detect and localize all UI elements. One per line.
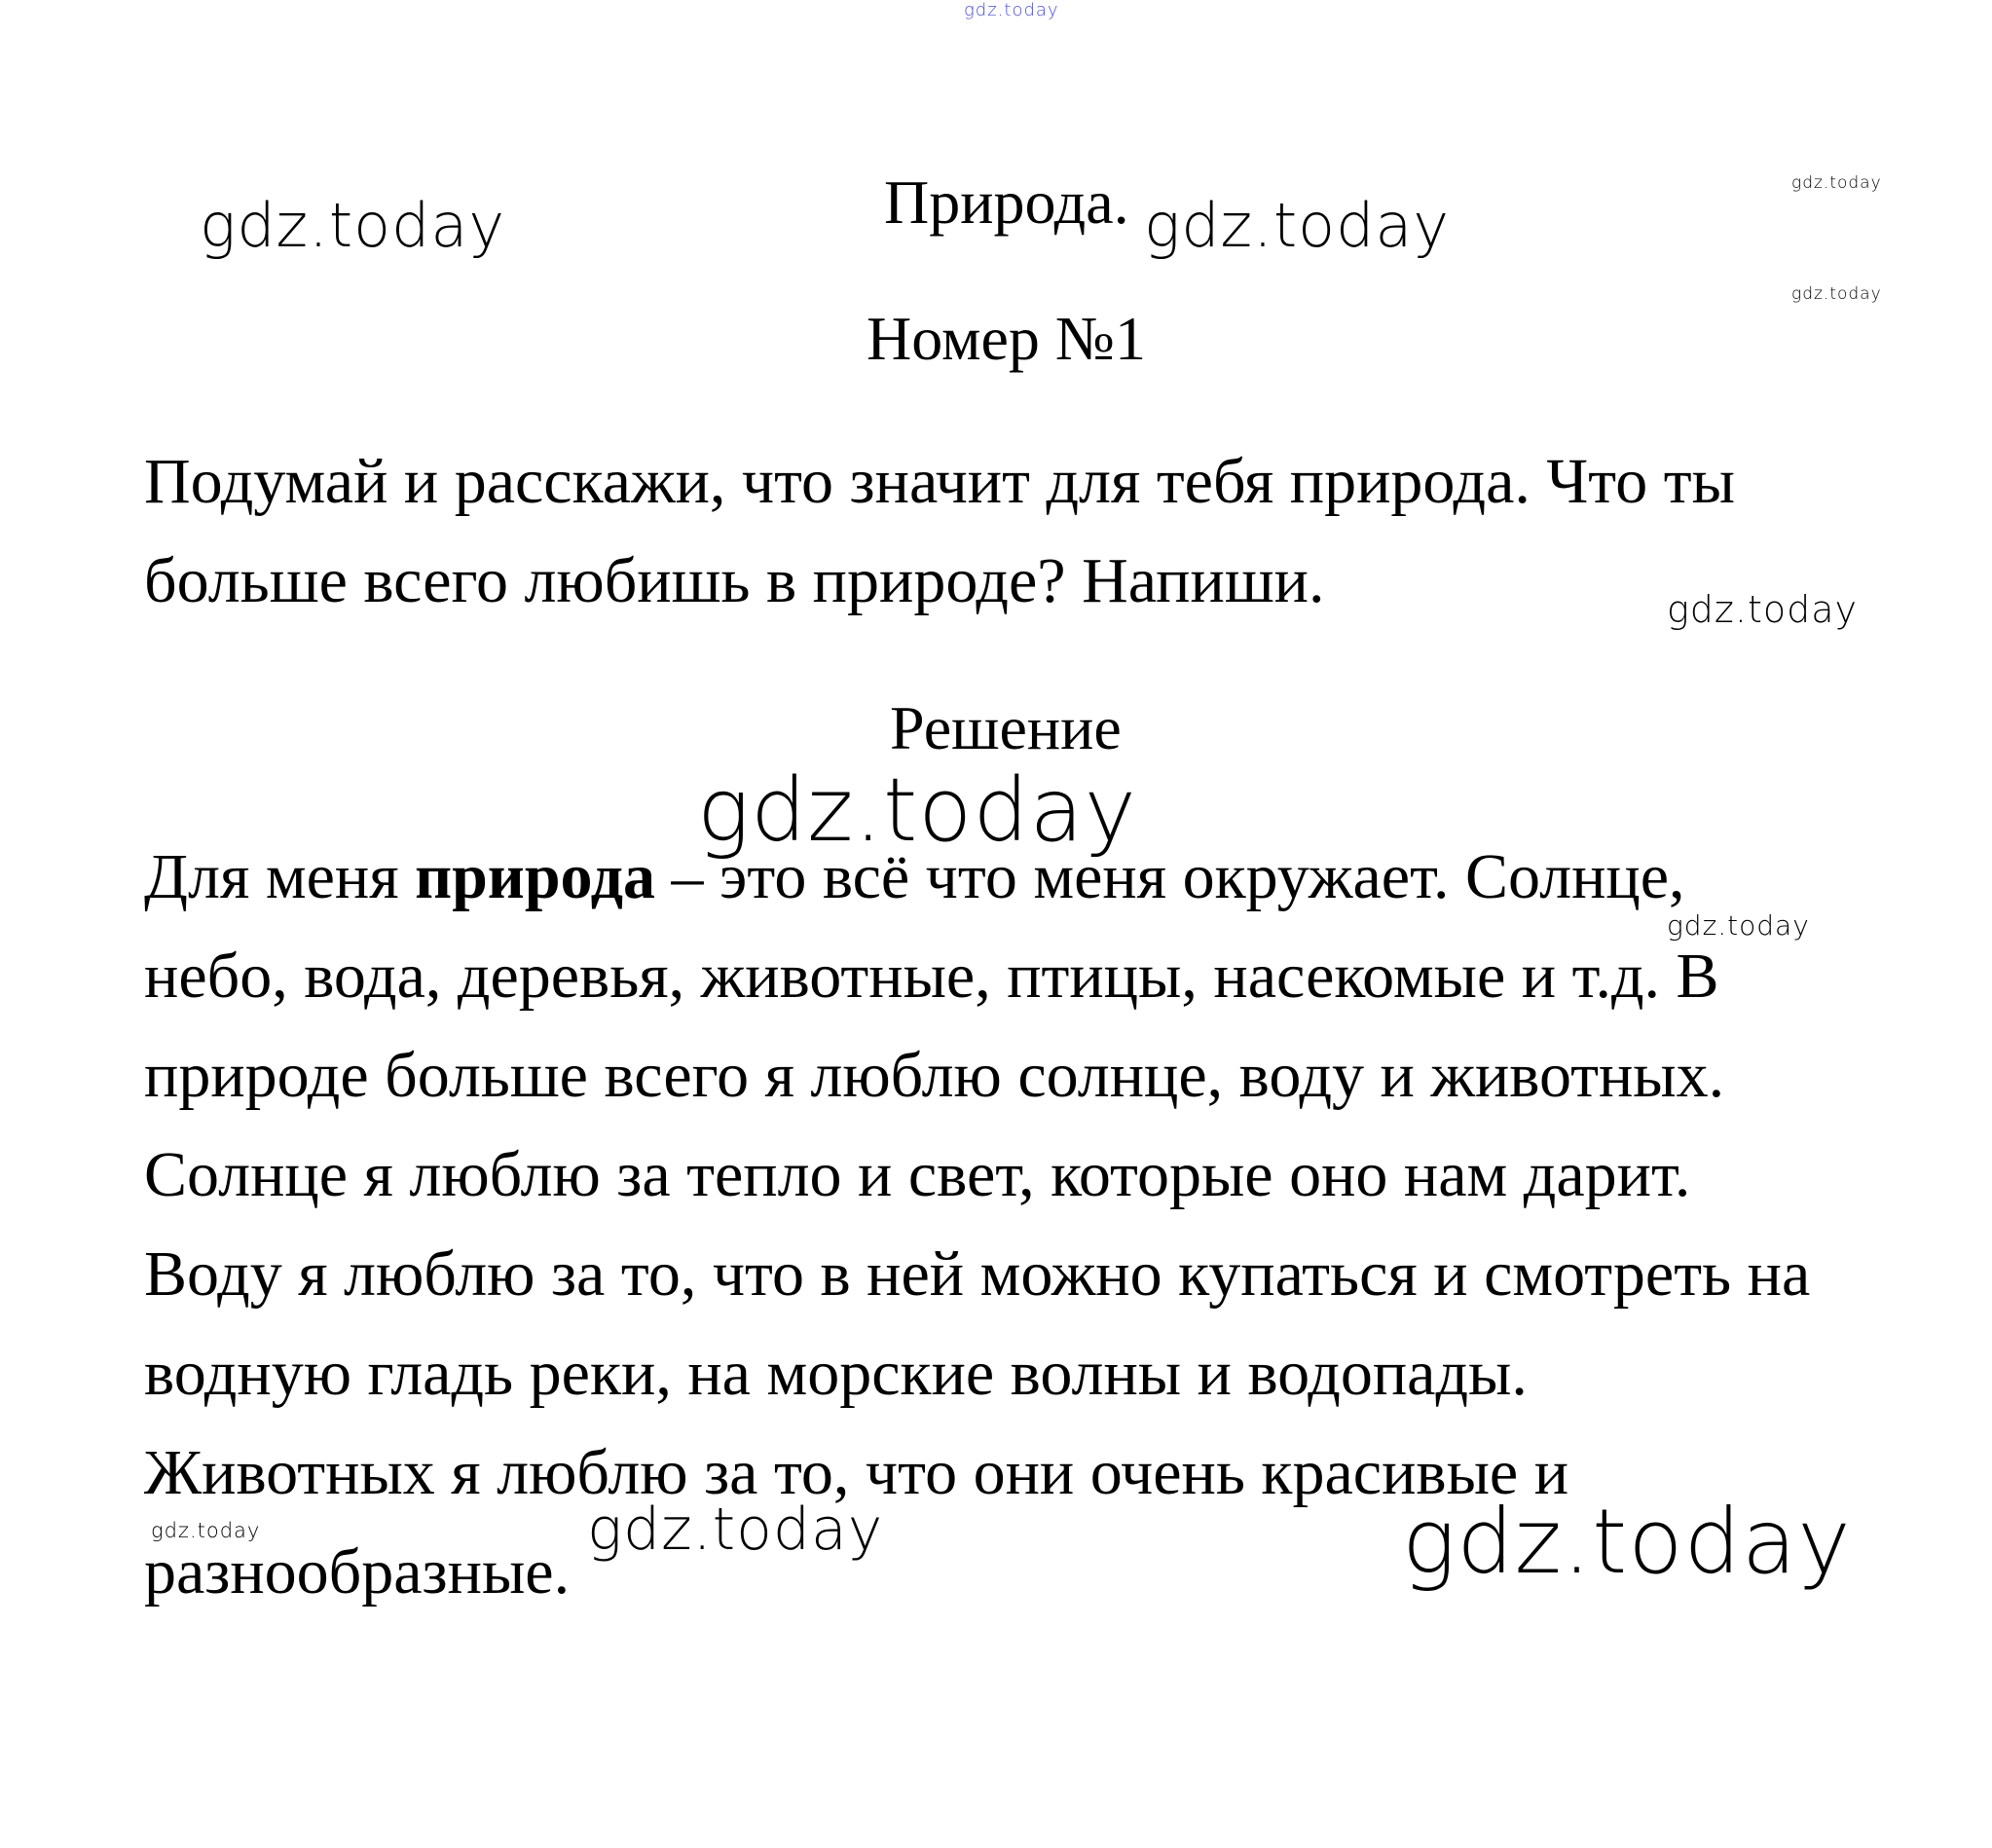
watermark-bottom-left-small: gdz.today <box>151 1519 261 1542</box>
answer-line-5: Воду я люблю за то, что в ней можно купаться и смотреть на <box>144 1238 1811 1310</box>
task-number: Номер №1 <box>867 304 1146 373</box>
answer-line-1 <box>144 841 1685 912</box>
answer-line-4: Солнце я люблю за тепло и свет, которые оно нам дарит. <box>144 1139 1691 1210</box>
question-line-1: Подумай и расскажи, что значит для тебя природа. Что ты <box>144 446 1735 517</box>
answer-line-3: природе больше всего я люблю солнце, воду и животных. <box>144 1040 1725 1111</box>
answer-line-2: небо, вода, деревья, животные, птицы, насекомые и т.д. В <box>144 941 1719 1012</box>
answer-line-1-end: – это всё что меня окружает. Солнце, <box>655 841 1685 912</box>
watermark-small-right-2: gdz.today <box>1791 284 1882 304</box>
watermark-top: gdz.today <box>964 0 1059 20</box>
solution-heading: Решение <box>890 693 1122 762</box>
watermark-right-mid: gdz.today <box>1667 588 1858 631</box>
answer-line-8: разнообразные. <box>144 1536 571 1608</box>
watermark-center-large: gdz.today <box>697 759 1137 862</box>
answer-line-6: водную гладь реки, на морские волны и водопады. <box>144 1338 1528 1409</box>
watermark-left-large: gdz.today <box>200 190 506 261</box>
watermark-bottom-right-large: gdz.today <box>1402 1490 1852 1594</box>
question-line-2: больше всего любишь в природе? Напиши. <box>144 545 1325 616</box>
answer-line-7: Животных я люблю за то, что они очень красивые и <box>144 1437 1569 1508</box>
answer-keyword: природа <box>415 841 656 912</box>
watermark-right-small: gdz.today <box>1667 909 1810 942</box>
page-title: Природа. <box>884 167 1129 237</box>
watermark-bottom-mid: gdz.today <box>587 1496 884 1564</box>
watermark-small-right-1: gdz.today <box>1791 173 1882 193</box>
watermark-title: gdz.today <box>1144 190 1451 261</box>
answer-line-1-start: Для меня <box>144 841 416 912</box>
